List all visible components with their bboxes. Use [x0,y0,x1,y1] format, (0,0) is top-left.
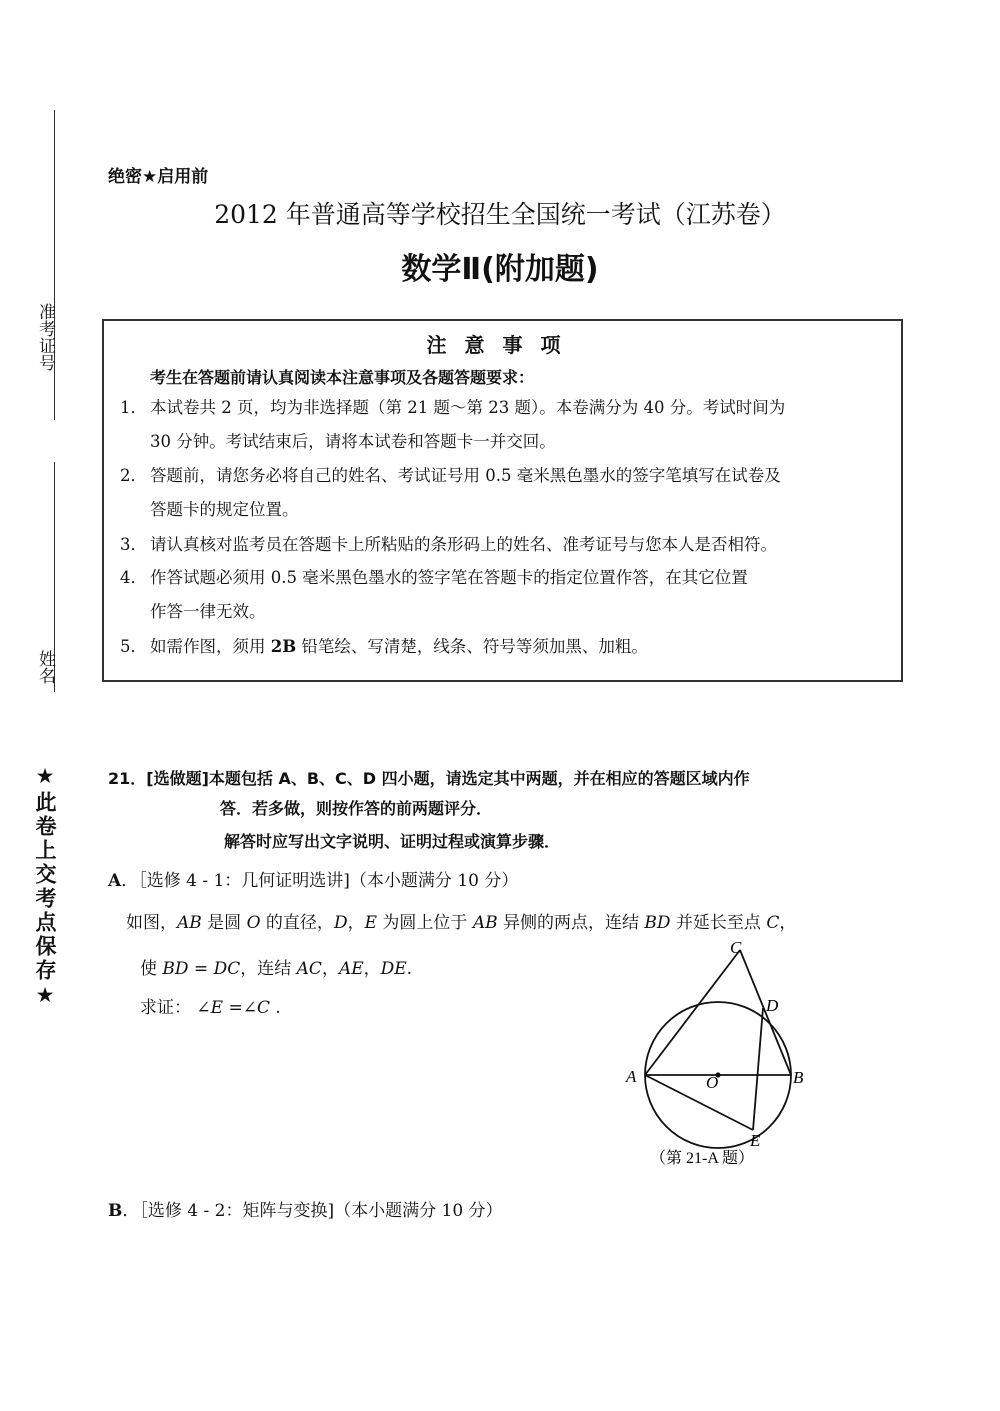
point-o-label: O [706,1073,719,1092]
notice-intro: 考生在答题前请认真阅读本注意事项及各题答题要求： [150,368,535,387]
part-a-label: A [108,871,122,891]
notice-item-text: 答题前，请您务必将自己的姓名、考试证号用 0.5 毫米黑色墨水的签字笔填写在试卷及 [150,466,781,485]
keep-label: ★此卷上交考点保存★ [33,764,57,1010]
figure-caption: （第 21-A 题） [650,1150,755,1167]
notice-item-text: 请认真核对监考员在答题卡上所粘贴的条形码上的姓名、准考证号与您本人是否相符。 [150,535,777,554]
part-a-line1: 如图，AB 是圆 O 的直径，D，E 为圆上位于 AB 异侧的两点，连结 BD 并延长至点 C， [126,913,797,933]
notice-item-text: 本试卷共 2 页，均为非选择题（第 21 题～第 23 题）。本卷满分为 40 分。考试时间为 [150,398,786,417]
notice-item-text: 答题卡的规定位置。 [150,500,299,519]
notice-item-number: 1． [120,398,147,417]
secret-label: 绝密★启用前 [108,167,209,187]
notice-item-number: 5． [120,637,147,656]
point-e-label: E [750,1131,761,1150]
notice-box [102,319,903,682]
notice-item-text: 作答试题必须用 0.5 毫米黑色墨水的签字笔在答题卡的指定位置作答，在其它位置 [150,568,748,587]
point-d-label: D [766,996,779,1015]
q21-head-line3: 解答时应写出文字说明、证明过程或演算步骤． [224,832,561,851]
point-b-label: B [793,1068,804,1087]
geometry-figure [600,925,840,1175]
notice-item-number: 2． [120,466,147,485]
notice-item-text: 作答一律无效。 [150,602,266,621]
exam-title: 2012 年普通高等学校招生全国统一考试（江苏卷） [214,200,786,229]
name-label: 姓名 [35,650,55,684]
notice-item-number: 3． [120,535,147,554]
part-a-line2: 使 BD = DC，连结 AC，AE，DE. [140,959,413,979]
paper-title: 数学Ⅱ(附加题) [401,252,599,287]
notice-item-text: 如需作图，须用 2B 铅笔绘、写清楚，线条、符号等须加黑、加粗。 [150,637,648,656]
notice-item-text: 30 分钟。考试结束后，请将本试卷和答题卡一并交回。 [150,432,556,451]
point-c-label: C [730,938,742,957]
notice-title: 注意事项 [426,333,579,357]
notice-item-number: 4． [120,568,147,587]
part-b-label: B [108,1201,123,1221]
q21-head-line2: 答．若多做，则按作答的前两题评分． [220,799,493,818]
part-a-prove: 求证： ∠E =∠C . [140,998,281,1018]
part-b-title: B．［选修 4 - 2：矩阵与变换]（本小题满分 10 分） [108,1201,503,1221]
segment-de [753,1008,763,1130]
q21-head-line1: 21．[选做题]本题包括 A、B、C、D 四小题，请选定其中两题，并在相应的答题区域内作 [108,769,750,788]
exam-id-label: 准考证号 [35,303,55,371]
point-a-label: A [626,1067,637,1086]
prove-expression: ∠E =∠C [196,998,270,1018]
segment-ac [645,950,740,1075]
part-a-title: A．［选修 4 - 1：几何证明选讲]（本小题满分 10 分） [108,871,519,891]
